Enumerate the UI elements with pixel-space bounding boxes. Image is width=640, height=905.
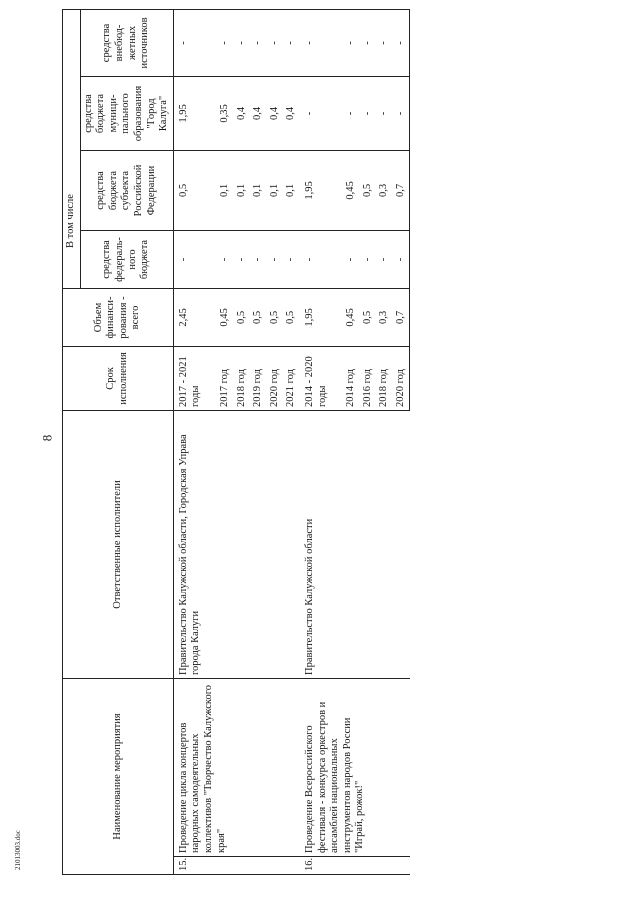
cell-federal: - bbox=[267, 230, 284, 288]
header-including: В том числе bbox=[63, 9, 81, 288]
cell-total: 0,5 bbox=[250, 288, 267, 346]
document-table-rotated bbox=[62, 10, 610, 875]
cell-total: 0,45 bbox=[217, 288, 234, 346]
cell-term: 2020 год bbox=[393, 346, 410, 410]
cell-extra: - bbox=[393, 9, 410, 76]
cell-municipal: 1,95 bbox=[173, 76, 217, 150]
cell-regional: 0,1 bbox=[250, 150, 267, 230]
cell-extra: - bbox=[234, 9, 251, 76]
cell-regional: 0,5 bbox=[360, 150, 377, 230]
cell-municipal: 0,35 bbox=[217, 76, 234, 150]
cell-term: 2017 - 2021 годы bbox=[173, 346, 217, 410]
cell-extra: - bbox=[217, 9, 234, 76]
cell-total: 0,5 bbox=[267, 288, 284, 346]
cell-term: 2014 год bbox=[343, 346, 360, 410]
cell-municipal: - bbox=[393, 76, 410, 150]
cell-extra: - bbox=[360, 9, 377, 76]
item-number: 15. bbox=[173, 857, 300, 875]
cell-total: 0,3 bbox=[376, 288, 393, 346]
cell-regional: 0,1 bbox=[267, 150, 284, 230]
cell-regional: 0,1 bbox=[234, 150, 251, 230]
cell-municipal: 0,4 bbox=[234, 76, 251, 150]
item-name: Проведение Всероссийского фестиваля - конкурса оркестров и ансамблей национальных инструментов народов России "Играй, рожок!" bbox=[300, 678, 410, 856]
cell-federal: - bbox=[393, 230, 410, 288]
cell-term: 2021 год bbox=[283, 346, 300, 410]
cell-extra: - bbox=[250, 9, 267, 76]
cell-federal: - bbox=[376, 230, 393, 288]
cell-federal: - bbox=[173, 230, 217, 288]
page-number: 8 bbox=[39, 434, 55, 442]
cell-term: 2020 год bbox=[267, 346, 284, 410]
cell-regional: 0,5 bbox=[173, 150, 217, 230]
activities-table bbox=[62, 9, 410, 875]
cell-regional: 0,1 bbox=[283, 150, 300, 230]
cell-federal: - bbox=[343, 230, 360, 288]
header-total: Объем финанси-рования - всего bbox=[63, 288, 174, 346]
cell-municipal: - bbox=[360, 76, 377, 150]
cell-term: 2018 год bbox=[234, 346, 251, 410]
cell-term: 2018 год bbox=[376, 346, 393, 410]
cell-term: 2016 год bbox=[360, 346, 377, 410]
cell-total: 0,5 bbox=[234, 288, 251, 346]
cell-term: 2014 - 2020 годы bbox=[300, 346, 343, 410]
table-row bbox=[300, 9, 343, 874]
header-regional: средства бюджета субъекта Российской Федерации bbox=[80, 150, 173, 230]
cell-term: 2019 год bbox=[250, 346, 267, 410]
table-body bbox=[173, 9, 410, 874]
cell-municipal: 0,4 bbox=[267, 76, 284, 150]
cell-total: 0,7 bbox=[393, 288, 410, 346]
cell-extra: - bbox=[283, 9, 300, 76]
header-municipal: средства бюджета муници-пального образования "Город Калуга" bbox=[80, 76, 173, 150]
cell-municipal: - bbox=[343, 76, 360, 150]
item-executors: Правительство Калужской области bbox=[300, 410, 410, 678]
cell-federal: - bbox=[250, 230, 267, 288]
item-name: Проведение цикла концертов народных самодеятельных коллективов "Творчество Калужского края" bbox=[173, 678, 300, 856]
cell-federal: - bbox=[360, 230, 377, 288]
cell-term: 2017 год bbox=[217, 346, 234, 410]
cell-regional: 1,95 bbox=[300, 150, 343, 230]
item-number: 16. bbox=[300, 857, 410, 875]
cell-municipal: - bbox=[376, 76, 393, 150]
cell-federal: - bbox=[283, 230, 300, 288]
footer-filename: 21013003.doc bbox=[14, 830, 22, 870]
cell-extra: - bbox=[173, 9, 217, 76]
cell-total: 0,5 bbox=[360, 288, 377, 346]
header-name: Наименование мероприятия bbox=[63, 678, 174, 874]
header-federal: средства федераль-ного бюджета bbox=[80, 230, 173, 288]
cell-regional: 0,1 bbox=[217, 150, 234, 230]
cell-federal: - bbox=[234, 230, 251, 288]
cell-extra: - bbox=[343, 9, 360, 76]
header-term: Срок исполнения bbox=[63, 346, 174, 410]
header-executors: Ответственные исполнители bbox=[63, 410, 174, 678]
cell-total: 0,45 bbox=[343, 288, 360, 346]
cell-regional: 0,3 bbox=[376, 150, 393, 230]
cell-regional: 0,7 bbox=[393, 150, 410, 230]
cell-total: 0,5 bbox=[283, 288, 300, 346]
cell-extra: - bbox=[267, 9, 284, 76]
cell-total: 2,45 bbox=[173, 288, 217, 346]
item-executors: Правительство Калужской области, Городская Управа города Калуги bbox=[173, 410, 300, 678]
cell-federal: - bbox=[300, 230, 343, 288]
cell-regional: 0,45 bbox=[343, 150, 360, 230]
cell-municipal: - bbox=[300, 76, 343, 150]
table-row bbox=[173, 9, 217, 874]
cell-extra: - bbox=[300, 9, 343, 76]
header-extra: средства внебюд-жетных источников bbox=[80, 9, 173, 76]
cell-federal: - bbox=[217, 230, 234, 288]
cell-extra: - bbox=[376, 9, 393, 76]
cell-total: 1,95 bbox=[300, 288, 343, 346]
cell-municipal: 0,4 bbox=[250, 76, 267, 150]
cell-municipal: 0,4 bbox=[283, 76, 300, 150]
